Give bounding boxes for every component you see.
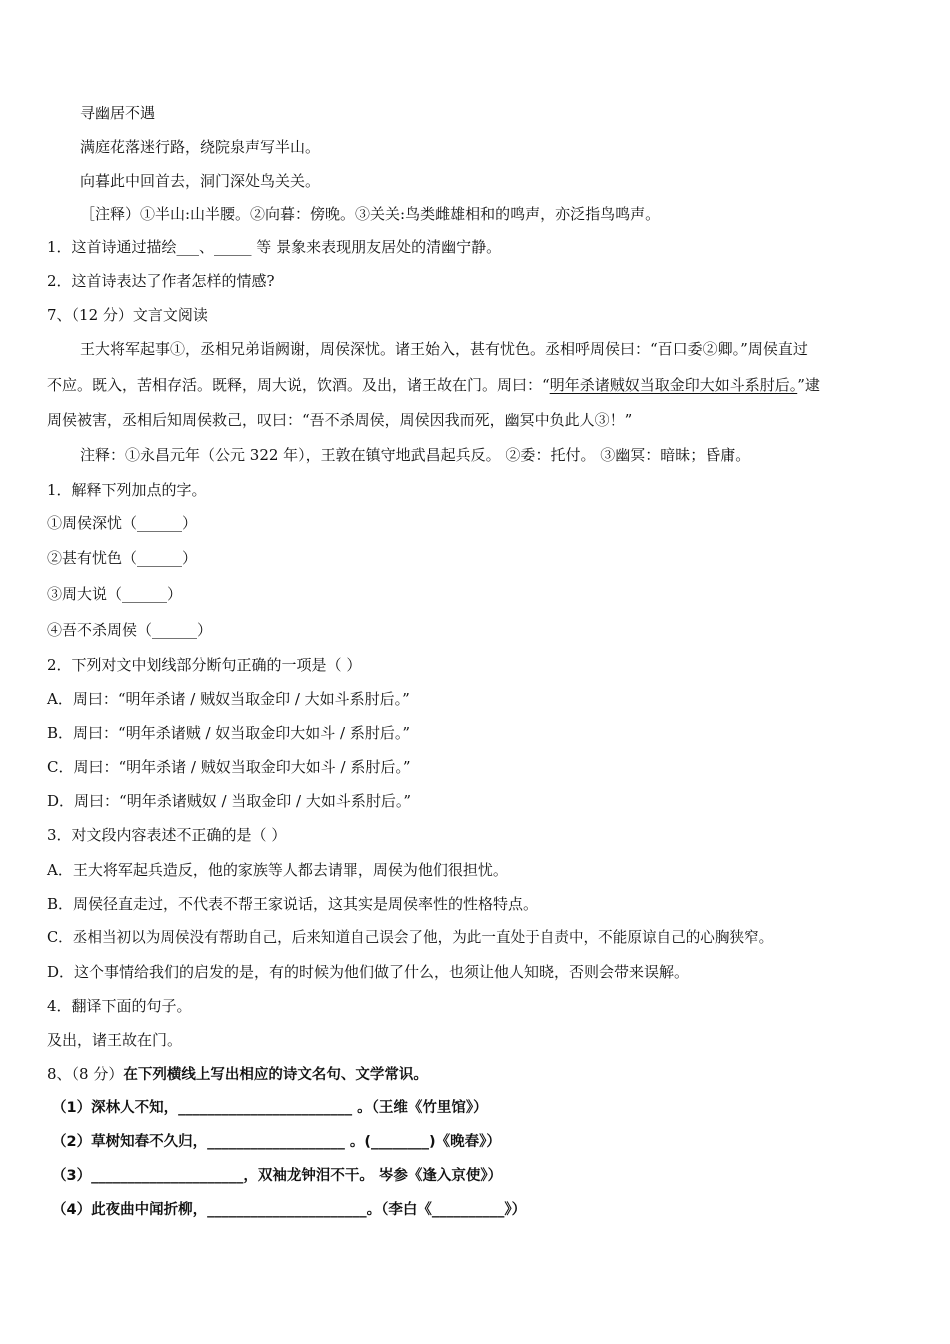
passage-line-2-end: ”逮: [797, 376, 820, 394]
question-3-option-a: A．王大将军起兵造反，他的家族等人都去请罪，周侯为他们很担忧。: [47, 861, 508, 879]
fill-item-1: （1）深林人不知，________________________ 。（王维《竹里馆》）: [52, 1100, 488, 1116]
section-8-number: 8、（8 分）: [47, 1065, 124, 1083]
question-3-option-c: C．丞相当初以为周侯没有帮助自己，后来知道自己误会了他，为此一直处于自责中，不能原谅自己的心胸狭窄。: [47, 929, 774, 946]
question-2: 2．下列对文中划线部分断句正确的一项是（ ）: [47, 656, 362, 674]
fill-item-2: （2）草树知春不久归，___________________ 。(________)《晚春》）: [52, 1134, 501, 1150]
question-4-sentence: 及出，诸王故在门。: [47, 1031, 183, 1049]
question-2-option-c: C．周曰：“明年杀诸 / 贼奴当取金印大如斗 / 系肘后。”: [47, 758, 411, 776]
poem-question-1: 1．这首诗通过描绘___、_____ 等 景象来表现朋友居处的清幽宁静。: [47, 238, 502, 256]
passage-line-3: 周侯被害，丞相后知周侯救己，叹曰：“吾不杀周侯，周侯因我而死，幽冥中负此人③！”: [47, 411, 633, 429]
poem-line-2: 向暮此中回首去，洞门深处鸟关关。: [80, 172, 321, 190]
question-3-option-d: D．这个事情给我们的启发的是，有的时候为他们做了什么，也须让他人知晓，否则会带来误解。: [47, 963, 690, 981]
question-2-option-b: B．周曰：“明年杀诸贼 / 奴当取金印大如斗 / 系肘后。”: [47, 724, 411, 742]
section-7-heading: 7、（12 分）文言文阅读: [47, 306, 208, 324]
passage-line-2-start: 不应。既入，苦相存活。既释，周大说，饮酒。及出，诸王故在门。周曰：“: [47, 376, 550, 394]
poem-note: ［注释）①半山:山半腰。②向暮：傍晚。③关关:鸟类雌雄相和的鸣声，亦泛指鸟鸣声。: [80, 205, 661, 223]
question-3: 3．对文段内容表述不正确的是（ ）: [47, 826, 287, 844]
question-1-item: ②甚有忧色（______）: [47, 549, 198, 567]
question-1-item: ④吾不杀周侯（______）: [47, 621, 213, 639]
question-4: 4．翻译下面的句子。: [47, 997, 192, 1015]
underlined-sentence: 明年杀诸贼奴当取金印大如斗系肘后。: [549, 376, 798, 394]
passage-line-1: 王大将军起事①，丞相兄弟诣阙谢，周侯深忧。诸王始入，甚有忧色。丞相呼周侯曰：“百口委②卿。”周侯直过: [80, 340, 808, 358]
question-3-option-b: B．周侯径直走过，不代表不帮王家说话，这其实是周侯率性的性格特点。: [47, 895, 539, 913]
question-2-option-d: D．周曰：“明年杀诸贼奴 / 当取金印 / 大如斗系肘后。”: [47, 792, 412, 810]
poem-title: 寻幽居不遇: [80, 104, 156, 122]
question-1-item: ①周侯深忧（______）: [47, 514, 198, 532]
fill-item-4: （4）此夜曲中闻折柳，______________________。（李白《__________》）: [52, 1202, 527, 1218]
passage-note: 注释：①永昌元年（公元 322 年），王敦在镇守地武昌起兵反。 ②委：托付。 ③幽冥：暗昧；昏庸。: [80, 446, 751, 464]
section-8-heading: [47, 1064, 428, 1085]
poem-question-2: 2．这首诗表达了作者怎样的情感?: [47, 272, 275, 290]
question-1-item: ③周大说（______）: [47, 585, 183, 603]
poem-line-1: 满庭花落迷行路，绕院泉声写半山。: [80, 138, 321, 156]
section-8-title: 在下列横线上写出相应的诗文名句、文学常识。: [123, 1067, 428, 1083]
question-1: 1．解释下列加点的字。: [47, 481, 207, 499]
passage-line-2: [47, 375, 820, 395]
fill-item-3: （3）_____________________，双袖龙钟泪不干。 岑参《逢入京使》）: [52, 1168, 503, 1184]
question-2-option-a: A．周曰：“明年杀诸 / 贼奴当取金印 / 大如斗系肘后。”: [47, 690, 410, 708]
